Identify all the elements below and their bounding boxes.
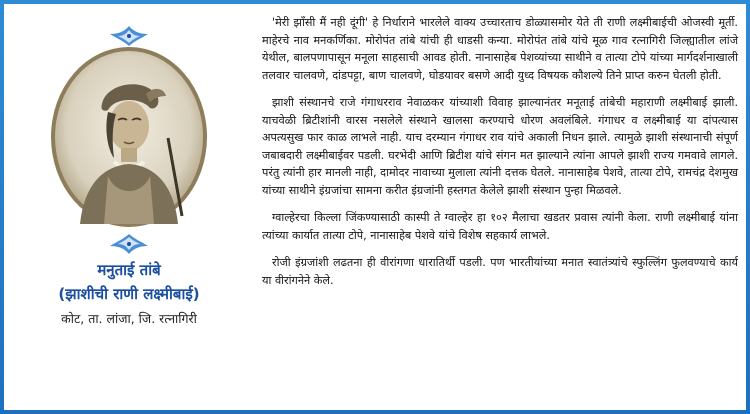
paragraph-2: झाशी संस्थानचे राजे गंगाधरराव नेवाळकर यांच्याशी विवाह झाल्यानंतर मनूताई तांबेची महाराणी लक्ष्मीबाई झाली. याचवेळी ब्रिटीशांनी वारस नसलेले संस्थाने खालसा करण्याचे धोरण अवलंबिले. गंगाधर व लक्ष्मीबाई या दांपत्यास अपत्यसुख फार काळ लाभले नाही. याच दरम्यान गंगाधर राव यांचे अकाली निधन झाले. त्यामुळे झाशी संस्थानाची संपूर्ण जबाबदारी लक्ष्मीबाईवर पडली. घरभेदी आणि ब्रिटीश यांचे संगन मत झाल्याने त्यांना आपले झाशी राज्य गमवावे लागले. परंतु त्यांनी हार मानली नाही, दामोदर नावाच्या मुलाला त्यांनी दत्तक घेतले. नानासाहेब पेशवे, तात्या टोपे, रामचंद्र देशमुख यांच्या साथीने इंग्रजांचा सामना करीत इंग्रजांनी हस्तगत केलेले झाशी संस्थान पुन्हा मिळवले. [262, 96, 738, 197]
portrait-column [4, 4, 254, 410]
content-panel [4, 4, 746, 410]
portrait-frame-icon [50, 46, 208, 228]
caption-title: (झाशीची राणी लक्ष्मीबाई) [58, 285, 200, 303]
paragraph-1: 'मेरी झाँसी मैं नही दूंगी' हे निर्धाराने भारलेले वाक्य उच्चारताच डोळ्यासमोर येते ती राणी लक्ष्मीबाईची ओजस्वी मूर्ती. माहेरचे नाव मनकर्णिका. मोरोपंत तांबे यांची ही धाडसी कन्या. मोरोपंत तांबे यांचे मूळ गाव रत्नागिरी जिल्ह्यातील लांजे येथील, बालपणापासून मनूला साहसाची आवड होती. नानासाहेब पेशव्यांच्या साथीने व तात्या टोपे यांच्या मार्गदर्शनाखाली तलवार चालवणे, दांडपट्टा, बाण चालवणे, घोडयावर बसणे आदी युध्द विषयक कौशल्ये तिने प्राप्त करुन घेतली होती. [262, 16, 738, 82]
caption-place: कोट, ता. लांजा, जि. रत्नागिरी [61, 311, 197, 326]
ornament-bottom-icon [104, 230, 154, 258]
paragraph-4: रोजी इंग्रजांशी लढतना ही वीरांगणा धारातिर्थी पडली. पण भारतीयांच्या मनात स्वातंत्र्यांचे स्फुल्लिंग फुलवण्याचे कार्य या वीरांगनेने केले. [262, 256, 738, 287]
paragraph-3: ग्वाल्हेरचा किल्ला जिंकण्यासाठी कास्पी ते ग्वाल्हेर हा १०२ मैलाचा खडतर प्रवास त्यांनी केला. राणी लक्ष्मीबाई यांना त्यांच्या कार्यात तात्या टोपे, नानासाहेब पेशवे यांचे विशेष सहकार्य लाभले. [262, 211, 738, 242]
portrait-image [50, 46, 208, 228]
biography-text [262, 14, 738, 299]
caption-name: मनुताई तांबे [97, 261, 161, 279]
